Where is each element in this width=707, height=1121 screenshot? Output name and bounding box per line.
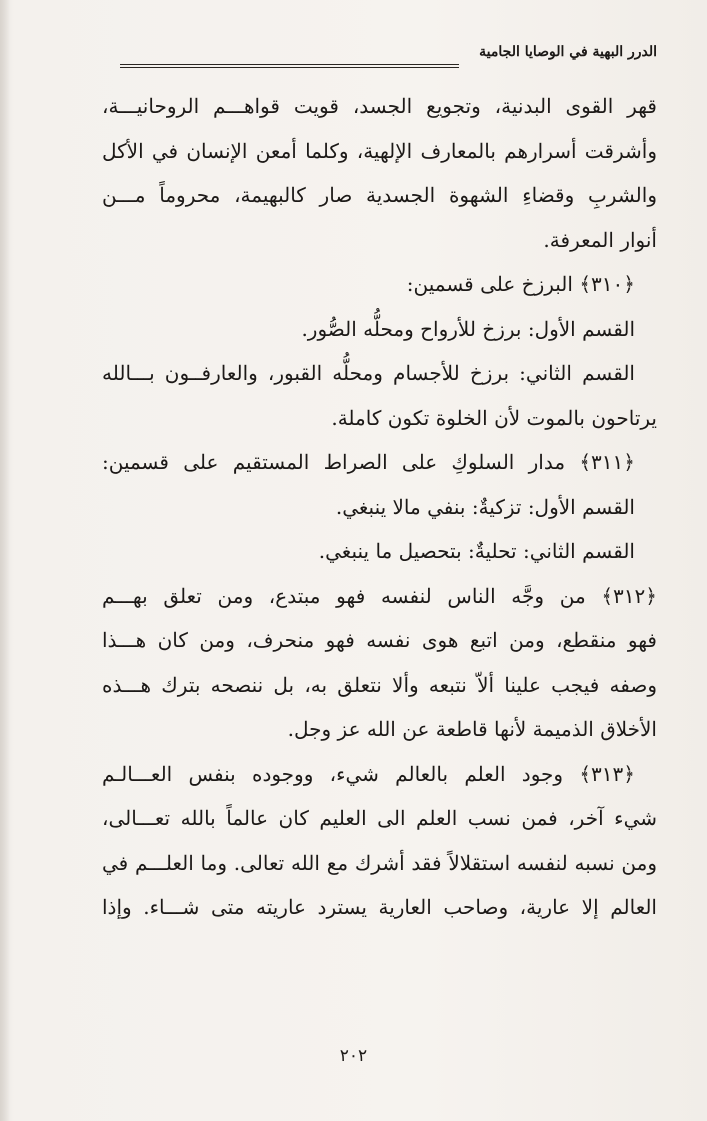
text-line: شيء آخر، فمن نسب العلم الى العليم كان عالماً بالله تعـــالى، [102, 806, 657, 830]
text-line: ومن نسبه لنفسه استقلالاً فقد أشرك مع الله تعالى. وما العلـــم في [102, 850, 657, 875]
text-line: القسم الثاني: تحليةٌ: بتحصيل ما ينبغي. [318, 539, 635, 563]
text-line: العالم إلا عارية، وصاحب العارية يسترد عاريته متى شـــاء. وإذا [102, 895, 657, 919]
section-310-heading: ﴿٣١٠﴾ البرزخ على قسمين: [406, 272, 635, 296]
text-line: فهو منقطع، ومن اتبع هوى نفسه فهو منحرف، ومن كان هـــذا [102, 628, 657, 652]
header-rule [120, 64, 459, 65]
text-line: أنوار المعرفة. [543, 227, 657, 252]
running-header [120, 44, 657, 74]
text-line: والشربِ وقضاءِ الشهوة الجسدية صار كالبهيمة، محروماً مـــن [102, 183, 657, 207]
header-title: الدرر البهية في الوصايا الجامية [479, 44, 657, 60]
text-line: الأخلاق الذميمة لأنها قاطعة عن الله عز وجل. [287, 717, 657, 741]
header-rule-thin [120, 67, 459, 68]
body-text [102, 84, 657, 930]
section-312-heading: ﴿٣١٢﴾ من وجَّه الناس لنفسه فهو مبتدع، ومن تعلق بهـــم [102, 583, 657, 608]
text-line: القسم الأول: تزكيةٌ: بنفي مالا ينبغي. [335, 494, 635, 519]
text-line: القسم الأول: برزخ للأرواح ومحلُّه الصُّور. [301, 316, 635, 341]
page-number: ٢٠٢ [339, 1046, 368, 1066]
text-line: القسم الثاني: برزخ للأجسام ومحلُّه القبور، والعارفــون بـــالله [102, 361, 635, 385]
text-line: قهر القوى البدنية، وتجويع الجسد، قويت قواهـــم الروحانيـــة، [102, 94, 657, 118]
text-line: وأشرقت أسرارهم بالمعارف الإلهية، وكلما أمعن الإنسان في الأكل [102, 138, 657, 163]
text-line: يرتاحون بالموت لأن الخلوة تكون كاملة. [331, 405, 657, 430]
section-313-heading: ﴿٣١٣﴾ وجود العلم بالعالم شيء، ووجوده بنفس العـــالـم [102, 761, 635, 786]
section-311-heading: ﴿٣١١﴾ مدار السلوكِ على الصراط المستقيم على قسمين: [102, 450, 635, 474]
text-line: وصفه فيجب علينا ألاّ نتبعه وألا نتعلق به، بل ننصحه بترك هـــذه [102, 672, 657, 697]
page-edge-shadow [0, 0, 10, 1121]
